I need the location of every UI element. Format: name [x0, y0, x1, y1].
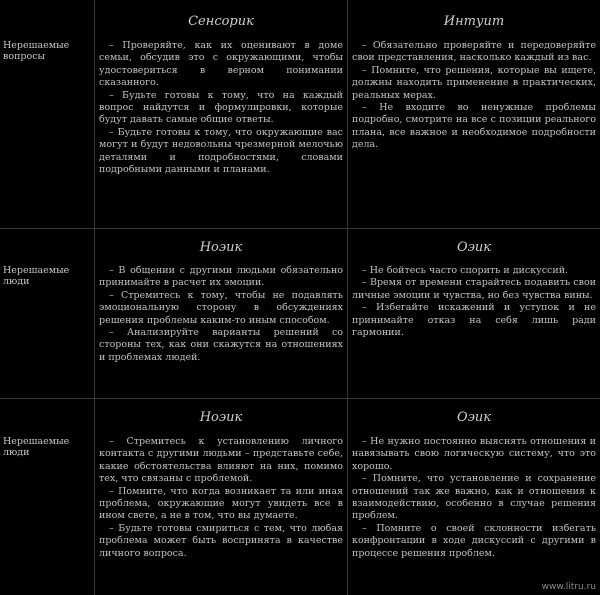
column-header-left-row3: Ноэик — [199, 410, 243, 425]
cell-row2-right — [352, 265, 596, 339]
row-label-2: Нерешаемые люди — [3, 265, 70, 287]
column-header-right-row1: Интуит — [443, 14, 505, 29]
column-divider-1 — [94, 0, 95, 595]
paragraph: – Стремитесь к установлению личного контакта с другими людьми – представьте себе, какие обстоятельства влияют на них, помимо тех, что связаны с проблемой. — [99, 436, 343, 485]
paragraph: – Помните, что установление и сохранение отношений так же важно, как и отношения к взаимодействию, особенно в случае решения проблем. — [352, 473, 596, 522]
paragraph: – Не бойтесь часто спорить и дискуссий. — [362, 265, 569, 276]
paragraph: – Будьте готовы к тому, что окружающие вас могут и будут недовольны чрезмерной мелочью деталями и подробностями, словами подробными данными и планами. — [99, 126, 343, 176]
column-header-right-row2: Оэик — [456, 240, 492, 255]
paragraph: – Будьте готовы к тому, что на каждый вопрос найдутся и формулировки, которые будут давать самые общие ответы. — [99, 89, 343, 126]
row-divider-2 — [0, 398, 600, 399]
cell-row3-right — [352, 436, 596, 560]
paragraph: – Анализируйте варианты решений со стороны тех, как они скажутся на отношениях и проблемах людей. — [99, 327, 343, 363]
cell-row2-left — [99, 265, 343, 364]
column-header-left-row1: Сенсорик — [188, 14, 254, 29]
paragraph: – Стремитесь к тому, чтобы не подавлять эмоциональную сторону в обсуждениях решения проблемы каким-то иным способом. — [99, 289, 343, 326]
paragraph: – В общении с другими людьми обязательно принимайте в расчет их эмоции. — [99, 265, 343, 289]
paragraph: – Проверяйте, как их оценивают в доме семьи, обсудив это с окружающими, чтобы удостовериться в верном понимании сказанного. — [99, 40, 343, 89]
paragraph: – Обязательно проверяйте и передоверяйте свои представления, насколько каждый из вас. — [352, 40, 596, 64]
row-label-1: Нерешаемые вопросы — [3, 40, 70, 62]
paragraph: – Будьте готовы смириться с тем, что любая проблема может быть воспринята в качестве личного вопроса. — [99, 522, 343, 559]
column-header-left-row2: Ноэик — [199, 240, 243, 255]
paragraph: – Помните, что решения, которые вы ищете, должны находить применение в практических, реальных мерах. — [352, 64, 596, 101]
paragraph: – Не входите во ненужные проблемы подробно, смотрите на все с позиции реального плана, все важное и необходимое подробности дела. — [352, 102, 596, 151]
cell-row1-left — [99, 40, 343, 176]
paragraph: – Избегайте искажений и уступок и не принимайте отказ на себя лишь ради гармонии. — [352, 302, 596, 339]
column-divider-2 — [347, 0, 348, 595]
watermark-text: www.litru.ru — [541, 582, 596, 592]
column-header-right-row3: Оэик — [456, 410, 492, 425]
paragraph: – Помните о своей склонности избегать конфронтации в ходе дискуссий с другими в процессе решения проблем. — [352, 522, 596, 559]
row-label-3: Нерешаемые люди — [3, 436, 70, 458]
row-divider-1 — [0, 228, 600, 229]
cell-row3-left — [99, 436, 343, 560]
paragraph: – Помните, что когда возникает та или иная проблема, окружающие могут увидеть все в ином свете, а не в том, что вы думаете. — [99, 485, 343, 522]
paragraph: – Не нужно постоянно выяснять отношения и навязывать свою логическую систему, что это хорошо. — [352, 436, 596, 472]
cell-row1-right — [352, 40, 596, 152]
paragraph: – Время от времени старайтесь подавить свои личные эмоции и чувства, но без чувства вины. — [352, 277, 596, 301]
